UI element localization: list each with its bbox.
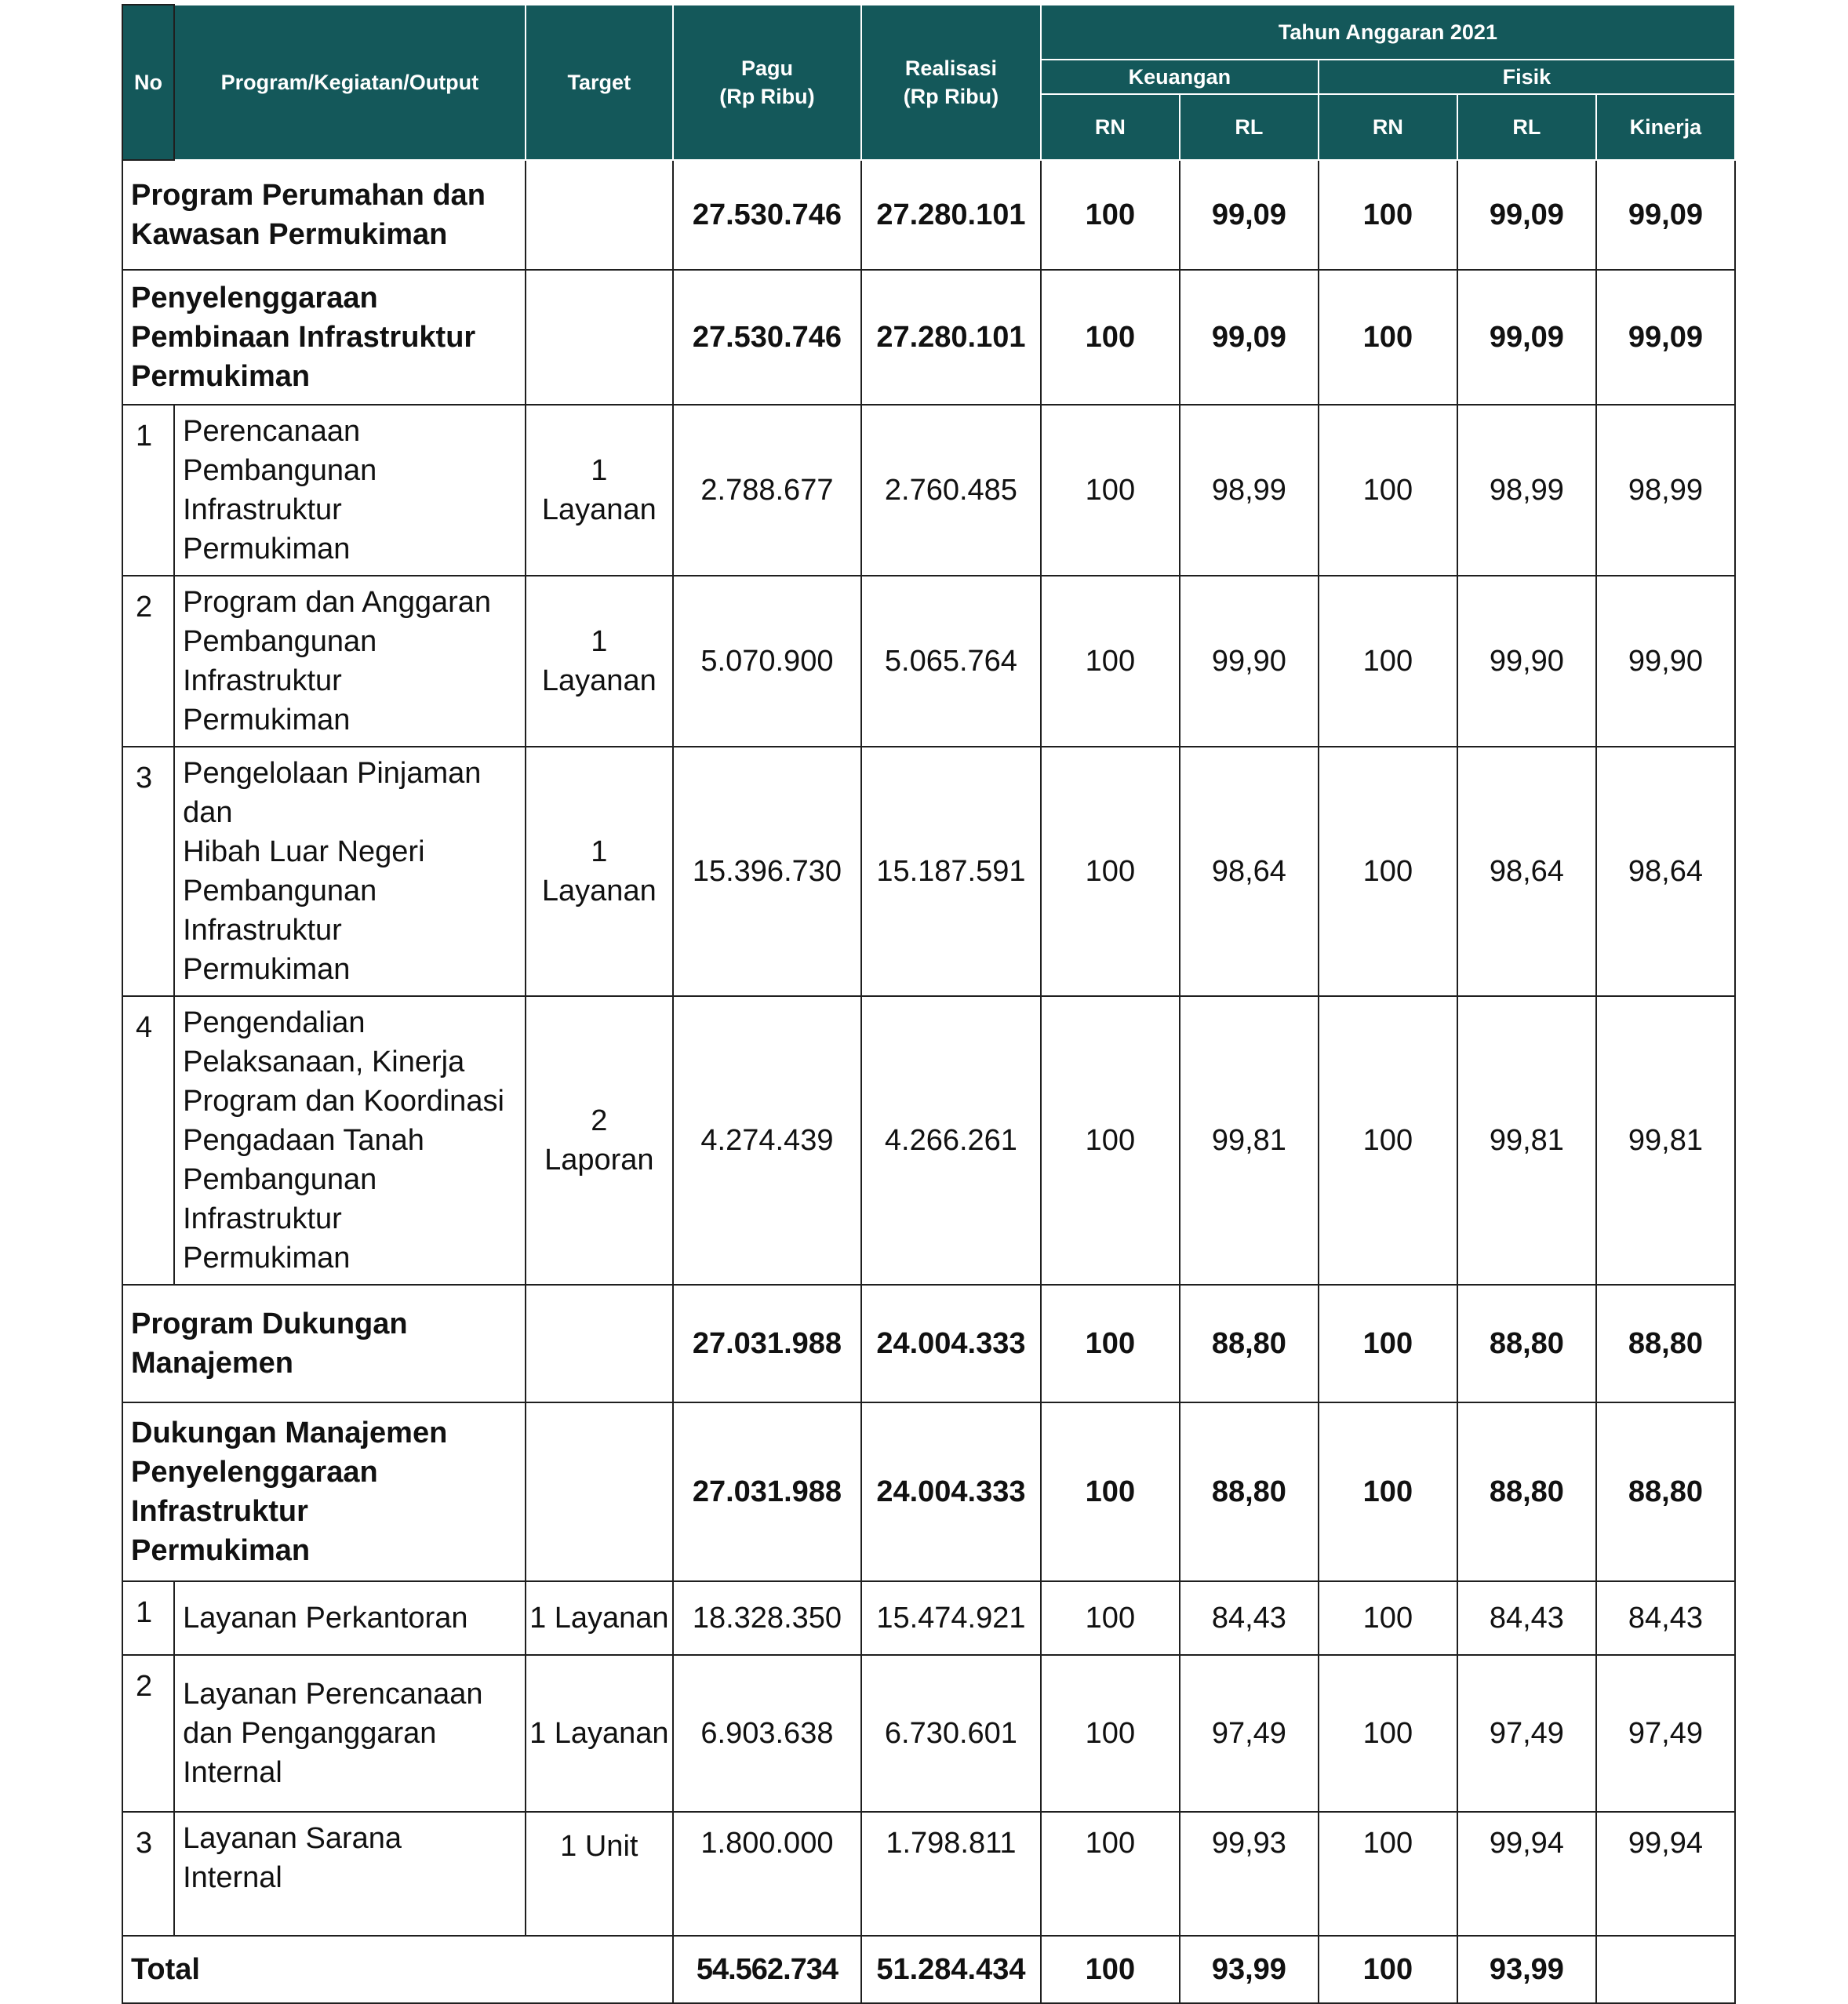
cell-frn: 100 (1319, 405, 1457, 576)
text-line: Program Perumahan dan (131, 179, 486, 212)
cell-krl: 99,93 (1180, 1812, 1319, 1936)
row-number: 1 (122, 405, 174, 576)
row-target (526, 270, 673, 405)
row-target (526, 1581, 673, 1655)
row-number: 2 (122, 576, 174, 747)
cell-krl: 99,09 (1180, 160, 1319, 270)
text-line: Pembinaan Infrastruktur (131, 321, 476, 354)
row-target (526, 576, 673, 747)
row-target (526, 747, 673, 996)
cell-realisasi: 2.760.485 (861, 405, 1041, 576)
text-line: 1 Unit (560, 1830, 638, 1863)
cell-krl: 99,09 (1180, 270, 1319, 405)
text-line: Pembangunan (183, 625, 377, 658)
cell-pagu: 6.903.638 (673, 1655, 861, 1812)
cell-frl: 99,94 (1457, 1812, 1596, 1936)
cell-realisasi: 24.004.333 (861, 1285, 1041, 1402)
text-line: Manajemen (131, 1347, 293, 1380)
cell-frl: 99,09 (1457, 270, 1596, 405)
cell-pagu: 4.274.439 (673, 996, 861, 1285)
cell-kinerja: 88,80 (1596, 1402, 1735, 1581)
text-line: Hibah Luar Negeri (183, 835, 425, 868)
text-line: Infrastruktur (131, 1495, 308, 1528)
table-row (122, 576, 1735, 747)
row-number: 3 (122, 1812, 174, 1936)
text-line: Program dan Anggaran (183, 586, 492, 619)
text-line: Pengelolaan Pinjaman dan (183, 757, 482, 829)
text-line: Pengendalian (183, 1006, 366, 1039)
text-line: Infrastruktur Permukiman (183, 493, 351, 566)
text-line: Pembangunan (183, 454, 377, 487)
table-row (122, 1812, 1735, 1936)
cell-kinerja: 99,09 (1596, 160, 1735, 270)
text-line: Layanan Sarana (183, 1822, 402, 1855)
group-label (122, 270, 526, 405)
cell-frn: 100 (1319, 1812, 1457, 1936)
header-realisasi (861, 5, 1041, 160)
header-fisik: Fisik (1319, 60, 1735, 94)
cell-pagu: 27.031.988 (673, 1285, 861, 1402)
table-header (122, 5, 1735, 160)
cell-frn: 100 (1319, 1936, 1457, 2003)
cell-frl: 99,09 (1457, 160, 1596, 270)
cell-frl: 88,80 (1457, 1402, 1596, 1581)
cell-realisasi: 51.284.434 (861, 1936, 1041, 2003)
text-line: Layanan (541, 664, 657, 697)
text-line: 1 (591, 454, 608, 487)
row-number: 1 (122, 1581, 174, 1655)
cell-frl: 88,80 (1457, 1285, 1596, 1402)
header-realisasi-line2: (Rp Ribu) (903, 85, 999, 108)
table-body (122, 160, 1735, 2003)
cell-pagu: 18.328.350 (673, 1581, 861, 1655)
text-line: Dukungan Manajemen (131, 1417, 448, 1449)
header-pagu-line2: (Rp Ribu) (719, 85, 815, 108)
cell-frn: 100 (1319, 1402, 1457, 1581)
budget-table (122, 4, 1736, 2004)
header-target: Target (526, 5, 673, 160)
cell-krn: 100 (1041, 576, 1180, 747)
cell-krn: 100 (1041, 405, 1180, 576)
cell-frl: 99,90 (1457, 576, 1596, 747)
text-line: 1 Layanan (529, 1602, 669, 1635)
text-line: Kawasan Permukiman (131, 218, 448, 251)
text-line: 1 (591, 625, 608, 658)
header-keuangan-rl: RL (1180, 94, 1319, 160)
cell-kinerja: 97,49 (1596, 1655, 1735, 1812)
cell-pagu: 5.070.900 (673, 576, 861, 747)
text-line: Pembangunan (183, 875, 377, 907)
cell-krl: 97,49 (1180, 1655, 1319, 1812)
cell-krl: 98,64 (1180, 747, 1319, 996)
group-row (122, 1402, 1735, 1581)
cell-kinerja: 99,81 (1596, 996, 1735, 1285)
cell-krn: 100 (1041, 996, 1180, 1285)
cell-pagu: 1.800.000 (673, 1812, 861, 1936)
cell-krn: 100 (1041, 1285, 1180, 1402)
text-line: 1 (591, 835, 608, 868)
cell-frn: 100 (1319, 270, 1457, 405)
cell-realisasi: 6.730.601 (861, 1655, 1041, 1812)
cell-krn: 100 (1041, 1936, 1180, 2003)
text-line: Penyelenggaraan (131, 1456, 378, 1489)
row-label (174, 405, 526, 576)
cell-pagu: 2.788.677 (673, 405, 861, 576)
header-kinerja: Kinerja (1596, 94, 1735, 160)
cell-krl: 84,43 (1180, 1581, 1319, 1655)
text-line: Layanan Perkantoran (183, 1602, 468, 1635)
group-label (122, 1402, 526, 1581)
cell-krl: 88,80 (1180, 1285, 1319, 1402)
header-no: No (122, 5, 174, 160)
cell-frn: 100 (1319, 996, 1457, 1285)
cell-frn: 100 (1319, 747, 1457, 996)
group-row (122, 160, 1735, 270)
cell-pagu: 15.396.730 (673, 747, 861, 996)
cell-krl: 98,99 (1180, 405, 1319, 576)
cell-krl: 93,99 (1180, 1936, 1319, 2003)
text-line: Perencanaan (183, 415, 361, 448)
cell-realisasi: 27.280.101 (861, 160, 1041, 270)
cell-pagu: 27.530.746 (673, 270, 861, 405)
row-label (174, 576, 526, 747)
table-row (122, 996, 1735, 1285)
text-line: dan Penganggaran (183, 1717, 437, 1750)
cell-frn: 100 (1319, 576, 1457, 747)
row-target (526, 160, 673, 270)
cell-kinerja: 98,99 (1596, 405, 1735, 576)
row-label (174, 996, 526, 1285)
text-line: Layanan (541, 875, 657, 907)
row-target (526, 1402, 673, 1581)
text-line: Internal (183, 1861, 282, 1894)
text-line: Laporan (544, 1144, 654, 1177)
cell-krl: 88,80 (1180, 1402, 1319, 1581)
header-program: Program/Kegiatan/Output (174, 5, 526, 160)
header-pagu-line1: Pagu (740, 56, 793, 80)
row-target (526, 1285, 673, 1402)
cell-krn: 100 (1041, 270, 1180, 405)
table-row (122, 405, 1735, 576)
table-row (122, 1581, 1735, 1655)
row-target (526, 1812, 673, 1936)
total-label (122, 1936, 673, 2003)
text-line: Total (131, 1953, 200, 1986)
cell-krl: 99,81 (1180, 996, 1319, 1285)
text-line: Infrastruktur Permukiman (183, 914, 351, 986)
cell-kinerja: 99,94 (1596, 1812, 1735, 1936)
text-line: Pembangunan (183, 1163, 377, 1196)
group-label (122, 160, 526, 270)
cell-frl: 97,49 (1457, 1655, 1596, 1812)
table-row (122, 747, 1735, 996)
text-line: Penyelenggaraan (131, 282, 378, 315)
cell-frl: 93,99 (1457, 1936, 1596, 2003)
cell-realisasi: 4.266.261 (861, 996, 1041, 1285)
cell-frl: 84,43 (1457, 1581, 1596, 1655)
text-line: Permukiman (131, 1534, 311, 1567)
group-row (122, 1285, 1735, 1402)
cell-frn: 100 (1319, 160, 1457, 270)
header-fisik-rn: RN (1319, 94, 1457, 160)
text-line: Layanan Perencanaan (183, 1678, 483, 1711)
text-line: Infrastruktur Permukiman (183, 664, 351, 736)
row-number: 3 (122, 747, 174, 996)
cell-kinerja (1596, 1936, 1735, 2003)
cell-krn: 100 (1041, 1812, 1180, 1936)
cell-frn: 100 (1319, 1655, 1457, 1812)
header-keuangan-rn: RN (1041, 94, 1180, 160)
header-realisasi-line1: Realisasi (904, 56, 997, 80)
row-target (526, 405, 673, 576)
cell-frn: 100 (1319, 1581, 1457, 1655)
cell-kinerja: 98,64 (1596, 747, 1735, 996)
header-fisik-rl: RL (1457, 94, 1596, 160)
text-line: Program Dukungan (131, 1308, 408, 1340)
text-line: 1 Layanan (529, 1717, 669, 1750)
header-tahun-anggaran: Tahun Anggaran 2021 (1041, 5, 1735, 60)
cell-kinerja: 99,09 (1596, 270, 1735, 405)
table-row (122, 1655, 1735, 1812)
text-line: Pengadaan Tanah (183, 1124, 424, 1157)
cell-frl: 98,64 (1457, 747, 1596, 996)
text-line: Internal (183, 1756, 282, 1789)
cell-krl: 99,90 (1180, 576, 1319, 747)
text-line: 2 (591, 1104, 608, 1137)
cell-kinerja: 99,90 (1596, 576, 1735, 747)
cell-frn: 100 (1319, 1285, 1457, 1402)
cell-realisasi: 5.065.764 (861, 576, 1041, 747)
row-label (174, 1812, 526, 1936)
text-line: Program dan Koordinasi (183, 1085, 504, 1118)
cell-frl: 99,81 (1457, 996, 1596, 1285)
text-line: Pelaksanaan, Kinerja (183, 1046, 465, 1078)
cell-krn: 100 (1041, 160, 1180, 270)
text-line: Layanan (541, 493, 657, 526)
row-label (174, 747, 526, 996)
row-number: 2 (122, 1655, 174, 1812)
row-target (526, 996, 673, 1285)
cell-realisasi: 15.187.591 (861, 747, 1041, 996)
cell-realisasi: 24.004.333 (861, 1402, 1041, 1581)
cell-frl: 98,99 (1457, 405, 1596, 576)
cell-pagu: 27.031.988 (673, 1402, 861, 1581)
row-label (174, 1581, 526, 1655)
cell-kinerja: 84,43 (1596, 1581, 1735, 1655)
header-keuangan: Keuangan (1041, 60, 1319, 94)
text-line: Permukiman (131, 360, 311, 393)
group-label (122, 1285, 526, 1402)
cell-realisasi: 27.280.101 (861, 270, 1041, 405)
cell-krn: 100 (1041, 1402, 1180, 1581)
cell-krn: 100 (1041, 747, 1180, 996)
text-line: Infrastruktur Permukiman (183, 1202, 351, 1275)
group-row (122, 270, 1735, 405)
cell-kinerja: 88,80 (1596, 1285, 1735, 1402)
row-label (174, 1655, 526, 1812)
row-number: 4 (122, 996, 174, 1285)
row-target (526, 1655, 673, 1812)
cell-pagu: 54.562.734 (673, 1936, 861, 2003)
total-row (122, 1936, 1735, 2003)
cell-pagu: 27.530.746 (673, 160, 861, 270)
cell-realisasi: 1.798.811 (861, 1812, 1041, 1936)
cell-krn: 100 (1041, 1655, 1180, 1812)
cell-krn: 100 (1041, 1581, 1180, 1655)
header-pagu (673, 5, 861, 160)
cell-realisasi: 15.474.921 (861, 1581, 1041, 1655)
